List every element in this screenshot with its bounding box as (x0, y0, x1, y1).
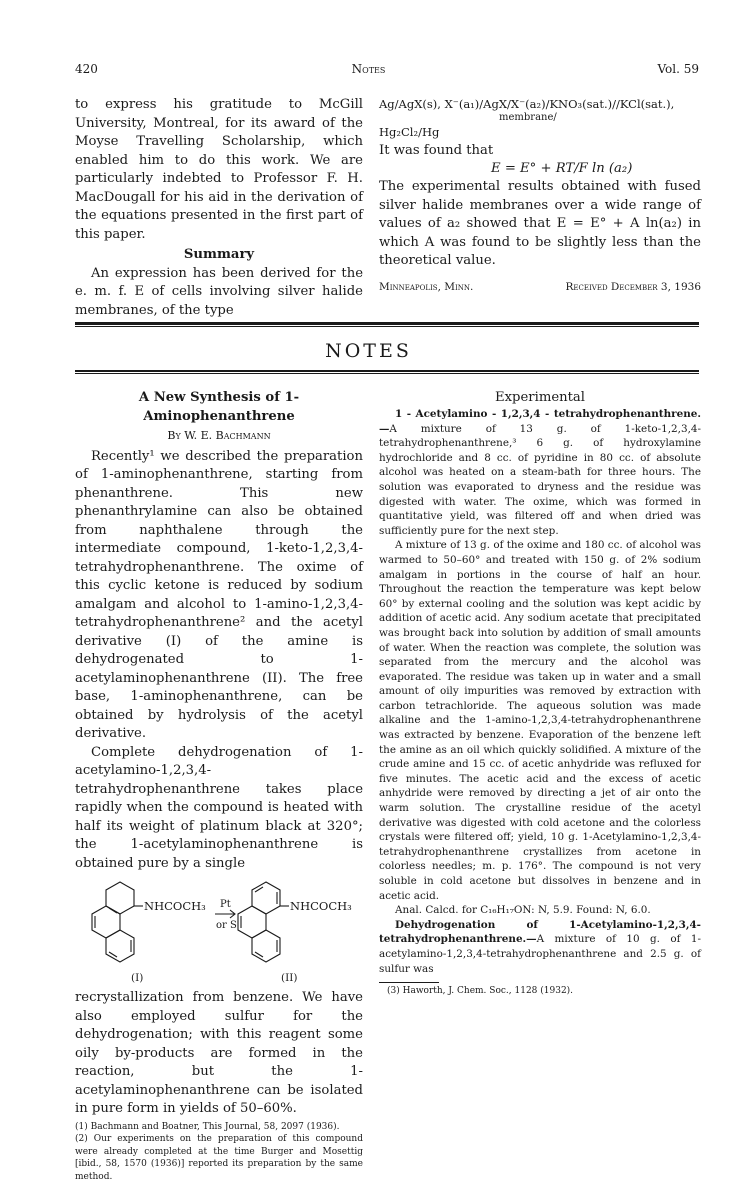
cell-formula-line1: Ag/AgX(s), X⁻(a₁)/AgX/X⁻(a₂)/KNO₃(sat.)//KCl(sat.), (379, 97, 675, 111)
article-column (75, 389, 363, 1183)
footnote-3: (3) Haworth, J. Chem. Soc., 1128 (1932). (387, 986, 574, 997)
reagent-bottom: or S (216, 920, 237, 931)
compound-i-ring-middle (92, 906, 120, 938)
article-title: A New Synthesis of 1-Aminophenanthrene (138, 390, 300, 424)
compound-ii-ring-bottom (252, 930, 280, 962)
footnote-rule (379, 982, 439, 983)
section-2-text: A mixture of 10 g. of 1-acetylamino-1,2,3,4-tetrahydrophenanthrene and 2.5 g. of sulfur was (379, 933, 701, 975)
article-paragraph-2: Complete dehydrogenation of 1-acetylamino-1,2,3,4-tetrahydrophenanthrene takes place rapidly when the compound is heated with half its weight of platinum black at 320°; the 1-acetylaminophenanthrene is obtained pure by a single (75, 744, 363, 871)
top-right-column (379, 96, 701, 297)
section-rule-top (75, 322, 699, 325)
summary-heading: Summary (183, 247, 255, 262)
cell-formula-line2: Hg₂Cl₂/Hg (379, 125, 440, 139)
notes-title: NOTES (325, 340, 412, 362)
reaction-scheme (75, 877, 363, 989)
section-1-text: A mixture of 13 g. of 1-keto-1,2,3,4-tetrahydrophenanthrene,³ 6 g. of hydroxylamine hydrochloride and 8 cc. of pyridine in 80 cc. of absolute alcohol was heated on a steam-bath for three hours. The solution was evaporated to dryness and the residue was digested with water. The oxime, which was formed in quantitative yield, was filtered off and when dried was sufficiently pure for the next step. (379, 422, 701, 537)
section-rule-top-thin (75, 326, 699, 327)
section-1-title: 1 - Acetylamino - 1,2,3,4 - tetrahydrophenanthrene.— (379, 408, 701, 435)
article-paragraph-3: recrystallization from benzene. We have also employed sulfur for the dehydrogenation; with this reagent some oily by-products are formed in the reaction, but the 1-acetylaminophenanthrene can be isolated in pure form in yields of 50–60%. (75, 990, 363, 1116)
experimental-heading: Experimental (494, 390, 585, 405)
footnote-2: (2) Our experiments on the preparation of this compound were already completed at the time Burger and Mosettig [ibid., 58, 1570 (1936)] reported its preparation by the same method. (75, 1134, 363, 1182)
article-author: By W. E. Bachmann (167, 429, 271, 442)
footnote-1: (1) Bachmann and Boatner, This Journal, 58, 2097 (1936). (75, 1121, 340, 1132)
running-head: Notes (351, 62, 386, 76)
place: Minneapolis, Minn. (379, 280, 474, 293)
compound-ii-label: (II) (281, 972, 298, 984)
result-text: The experimental results obtained with fused silver halide membranes over a wide range of values of a₂ showed that E = E° + A ln(a₂) in which A was found to be slightly less than the theoretical value. (379, 179, 701, 268)
section-2-title: Dehydrogenation of 1-Acetylamino-1,2,3,4-tetrahydrophenanthrene.— (379, 918, 701, 946)
compound-ii-group: NHCOCH₃ (290, 899, 352, 913)
compound-i-ring-bottom (106, 930, 134, 962)
summary-text: An expression has been derived for the e. m. f. E of cells involving silver halide membranes, of the type (75, 265, 363, 318)
page-number: 420 (75, 62, 98, 76)
compound-ii-ring-middle (238, 906, 266, 938)
compound-i-group: NHCOCH₃ (144, 899, 206, 913)
compound-ii-ring-top (252, 882, 280, 914)
received-date: Received December 3, 1936 (565, 280, 701, 293)
article-paragraph-1: Recently¹ we described the preparation of 1-aminophenanthrene, starting from phenanthrene. This new phenanthrylamine can also be obtained from naphthalene through the intermediate compound, 1-keto-1,2,3,4-tetrahydrophenanthrene. The oxime of this cyclic ketone is reduced by sodium amalgam and alcohol to 1-amino-1,2,3,4-tetrahydrophenanthrene² and the acetyl derivative (I) of the amine is dehydrogenated to 1-acetylaminophenanthrene (II). The free base, 1-aminophenanthrene, can be obtained by hydrolysis of the acetyl derivative. (75, 448, 363, 741)
compound-i-double-bond-b (109, 908, 117, 913)
acknowledgment-text: to express his gratitude to McGill University, Montreal, for its award of the Moyse Travelling Scholarship, which enabled him to do this work. We are particularly indebted to Professor F. H. MacDougall for his aid in the derivation of the equations presented in the first part of this paper. (75, 97, 363, 242)
cell-membrane-label: membrane/ (499, 112, 557, 123)
experimental-paragraph-2: A mixture of 13 g. of the oxime and 180 cc. of alcohol was warmed to 50–60° and treated with 150 g. of 2% sodium amalgam in portions in the course of half an hour. Throughout the reaction the temperature was kept below 60° by external cooling and the solution was kept acidic by addition of acetic acid. Any sodium acetate that precipitated was brought back into solution by addition of small amounts of water. When the reaction was complete, the solution was separated from the mercury and the alcohol was evaporated. The residue was taken up in water and a small amount of oily impurities was removed by extraction with carbon tetrachloride. The aqueous solution was made alkaline and the 1-amino-1,2,3,4-tetrahydrophenanthrene was extracted by benzene. Evaporation of the benzene left the amine as an oil which quickly solidified. A mixture of the crude amine and 15 cc. of acetic anhydride was refluxed for five minutes. The acetic acid and the excess of acetic anhydride were removed by directing a jet of air onto the warm solution. The crystalline residue of the acetyl derivative was digested with cold acetone and the colorless crystals were filtered off; yield, 10 g. 1-Acetylamino-1,2,3,4-tetrahydrophenanthrene crystallizes from acetone in colorless needles; m. p. 176°. The compound is not very soluble in cold acetone but dissolves in benzene and in acetic acid. (379, 539, 701, 902)
reagent-top: Pt (220, 899, 231, 910)
equation: E = E° + RT/F ln (a₂) (491, 161, 633, 176)
section-rule-bottom-thin (75, 373, 699, 374)
compound-i-label: (I) (131, 972, 144, 984)
volume-number: Vol. 59 (657, 62, 699, 76)
top-left-column (75, 96, 363, 320)
experimental-column (379, 389, 701, 998)
analysis-line: Anal. Calcd. for C₁₆H₁₇ON: N, 5.9. Found: N, 6.0. (395, 904, 651, 917)
section-rule-bottom (75, 370, 699, 372)
found-text: It was found that (379, 143, 494, 158)
